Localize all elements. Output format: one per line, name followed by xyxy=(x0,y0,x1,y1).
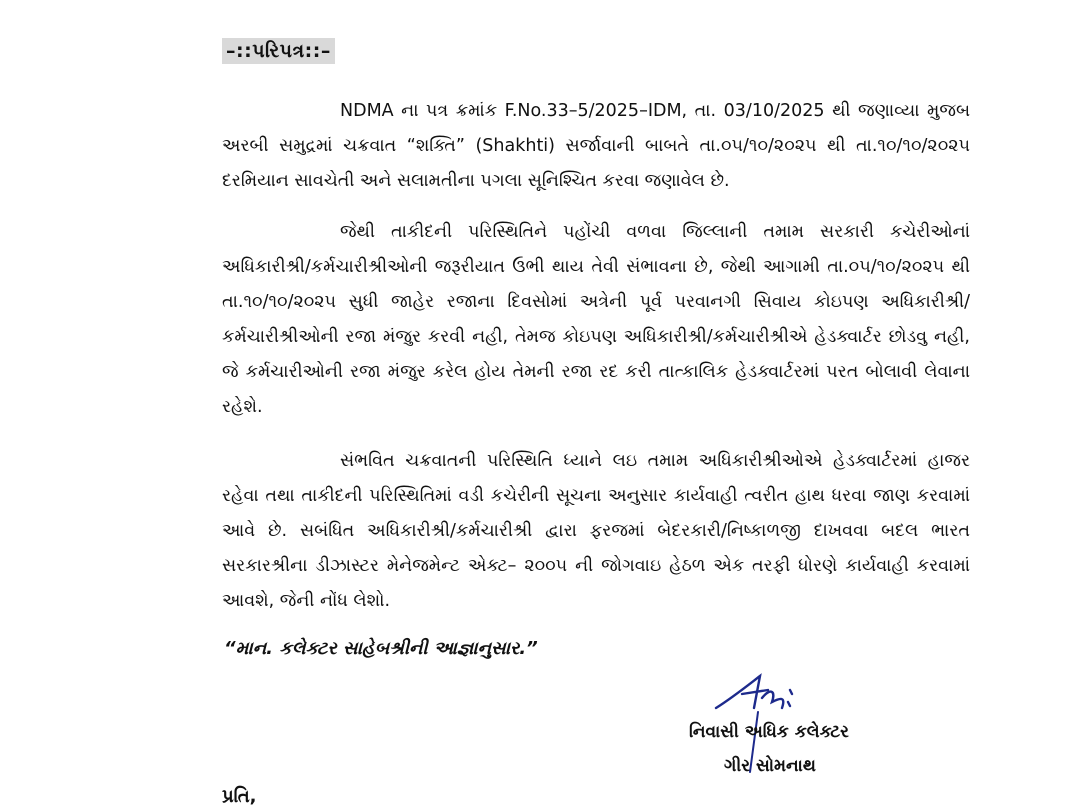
paragraph-headquarter-instruction: સંભવિત ચક્રવાતની પરિસ્થિતિ ધ્યાને લઇ તમામ અધિકારીશ્રીઓએ હેડક્વાર્ટરમાં હાજર રહેવા તથા તાકીદની પરિસ્થિતિમાં વડી કચેરીની સૂચના અનુસાર કાર્યવાહી ત્વરીત હાથ ધરવા જાણ કરવામાં આવે છે. સબંધિત અધિકારીશ્રી/કર્મચારીશ્રી દ્વારા ફરજમાં બેદરકારી/નિષ્કાળજી દાખવવા બદલ ભારત સરકારશ્રીના ડીઝાસ્ટર મેનેજમેન્ટ એક્ટ– ૨૦૦૫ ની જોગવાઇ હેઠળ એક તરફી ધોરણે કાર્યવાહી કરવામાં આવશે, જેની નોંધ લેશો. xyxy=(222,451,970,611)
signature-block xyxy=(662,668,902,788)
paragraph-ndma-reference: NDMA ના પત્ર ક્રમાંક F.No.33–5/2025–IDM, તા. 03/10/2025 થી જણાવ્યા મુજબ અરબી સમુદ્રમાં ચક્રવાત “શક્તિ” (Shakhti) સર્જાવાની બાબતે તા.૦૫/૧૦/૨૦૨૫ થી તા.૧૦/૧૦/૨૦૨૫ દરમિયાન સાવચેતી અને સલામતીના પગલા સૂનિશ્ચિત કરવા જણાવેલ છે. xyxy=(222,101,970,191)
signatory-office: ગીર સોમનાથ xyxy=(724,756,816,776)
recipients-label: પ્રતિ, xyxy=(222,786,257,807)
collector-order-quote: “માન. કલેક્ટર સાહેબશ્રીની આજ્ઞાનુસાર.” xyxy=(224,638,538,659)
paragraph-leave-restriction: જેથી તાકીદની પરિસ્થિતિને પહોંચી વળવા જિલ્લાની તમામ સરકારી કચેરીઓનાં અધિકારીશ્રી/કર્મચારીશ્રીઓની જરૂરીયાત ઉભી થાય તેવી સંભાવના છે, જેથી આગામી તા.૦૫/૧૦/૨૦૨૫ થી તા.૧૦/૧૦/૨૦૨૫ સુધી જાહેર રજાના દિવસોમાં અત્રેની પૂર્વ પરવાનગી સિવાય કોઇપણ અધિકારીશ્રી/કર્મચારીશ્રીઓની રજા મંજુર કરવી નહી, તેમજ કોઇપણ અધિકારીશ્રી/કર્મચારીશ્રીએ હેડક્વાર્ટર છોડવુ નહી, જે કર્મચારીઓની રજા મંજુર કરેલ હોય તેમની રજા રદ કરી તાત્કાલિક હેડક્વાર્ટરમાં પરત બોલાવી લેવાના રહેશે. xyxy=(222,222,970,417)
signatory-designation: નિવાસી અધિક કલેક્ટર xyxy=(689,722,849,742)
circular-heading: –::પરિપત્ર::– xyxy=(222,38,335,64)
